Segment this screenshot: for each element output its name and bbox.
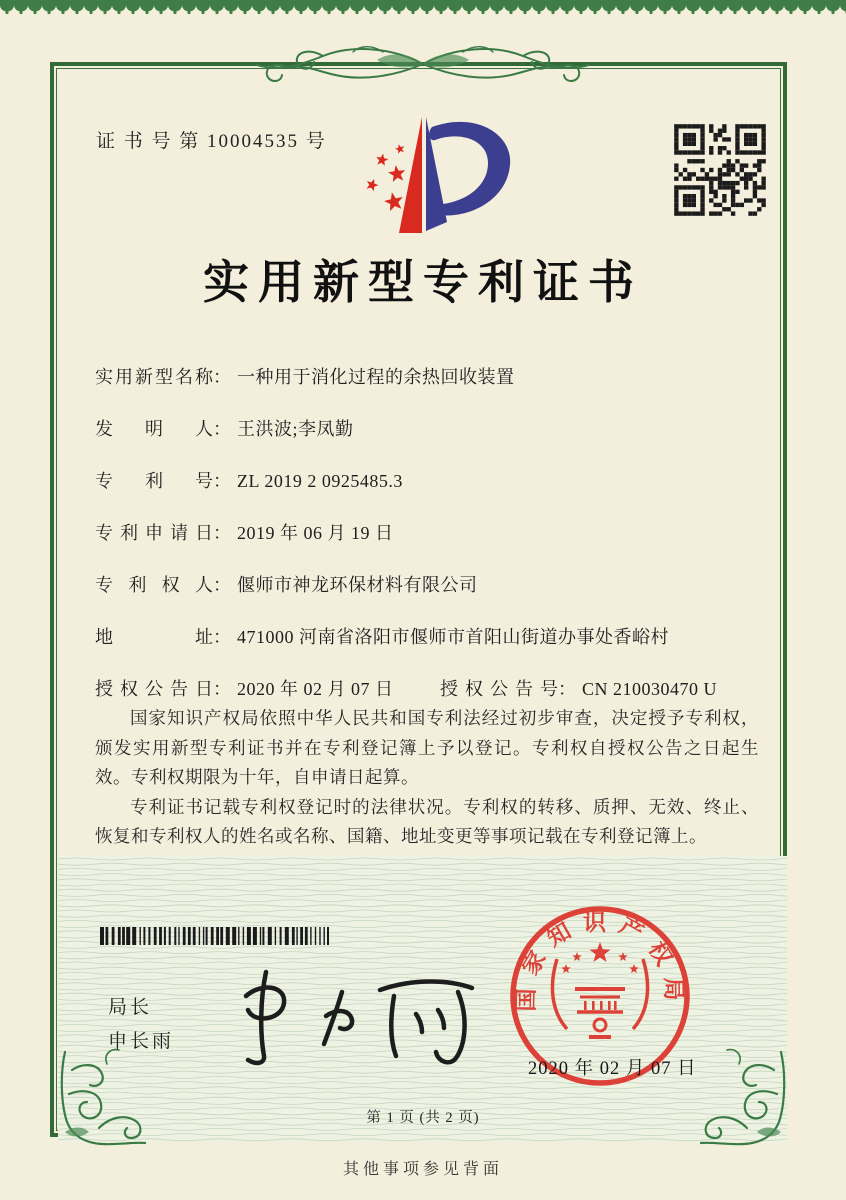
field-colon: ： <box>213 575 231 595</box>
top-flourish-ornament <box>253 40 593 88</box>
logo-red-wedge <box>399 117 422 233</box>
field-utility-model-name <box>95 362 760 392</box>
field-label: 专利号 <box>95 471 213 491</box>
field-label: 专利权人 <box>95 575 213 595</box>
field-colon: ： <box>213 523 231 543</box>
field-label: 授权公告日 <box>95 679 213 699</box>
field-colon: ： <box>213 471 231 491</box>
cnipa-logo <box>337 104 522 238</box>
field-value: 471000 河南省洛阳市偃师市首阳山街道办事处香峪村 <box>237 627 669 647</box>
field-label: 发明人 <box>95 419 213 439</box>
field-value: 王洪波;李凤勤 <box>237 419 354 439</box>
bottom-left-corner-ornament <box>57 1046 149 1146</box>
legal-paragraph-2: 专利证书记载专利权登记时的法律状况。专利权的转移、质押、无效、终止、恢复和专利权人的姓名或名称、国籍、地址变更等事项记载在专利登记簿上。 <box>95 796 759 846</box>
field-value: ZL 2019 2 0925485.3 <box>237 471 403 491</box>
certificate-fields <box>95 362 760 726</box>
field-patent-number <box>95 466 760 496</box>
field-value: CN 210030470 U <box>582 679 718 699</box>
legal-paragraph-1: 国家知识产权局依照中华人民共和国专利法经过初步审查，决定授予专利权，颁发实用新型专利证书并在专利登记簿上予以登记。专利权自授权公告之日起生效。专利权期限为十年，自申请日起算。 <box>95 708 759 787</box>
field-inventor <box>95 414 760 444</box>
officer-title: 局长 <box>108 997 153 1018</box>
field-grant-row <box>95 674 760 704</box>
field-label: 专利申请日 <box>95 523 213 543</box>
seal-date: 2020 年 02 月 07 日 <box>528 1059 697 1079</box>
top-lace-ornament <box>0 0 846 18</box>
bottom-right-corner-ornament <box>697 1046 789 1146</box>
field-label: 实用新型名称 <box>95 367 213 387</box>
field-colon: ： <box>558 679 576 699</box>
certificate-number: 证 书 号 第 10004535 号 <box>96 131 327 152</box>
field-patentee <box>95 570 760 600</box>
seal-text: 国家知识产权局 <box>513 909 687 1012</box>
field-value: 一种用于消化过程的余热回收装置 <box>237 367 515 387</box>
field-value: 2020 年 02 月 07 日 <box>237 679 394 699</box>
field-grant-number <box>440 679 717 699</box>
field-grant-date <box>95 679 394 699</box>
logo-stars <box>367 144 406 211</box>
field-filing-date <box>95 518 760 548</box>
field-colon: ： <box>213 679 231 699</box>
qr-code <box>672 122 768 218</box>
certificate-title: 实用新型专利证书 <box>203 257 643 308</box>
barcode <box>100 927 332 945</box>
field-value: 2019 年 06 月 19 日 <box>237 523 394 543</box>
field-address <box>95 622 760 652</box>
handwritten-signature <box>230 958 480 1070</box>
field-label: 授权公告号 <box>440 679 558 699</box>
seal-national-emblem <box>552 942 647 1037</box>
field-value: 偃师市神龙环保材料有限公司 <box>237 575 478 595</box>
officer-name: 申长雨 <box>108 1031 175 1052</box>
field-colon: ： <box>213 367 231 387</box>
page-number: 第 1 页 (共 2 页) <box>366 1110 480 1126</box>
back-side-note: 其他事项参见背面 <box>342 1161 503 1178</box>
field-colon: ： <box>213 627 231 647</box>
field-colon: ： <box>213 419 231 439</box>
field-label: 地址 <box>95 627 213 647</box>
legal-text <box>95 704 759 852</box>
